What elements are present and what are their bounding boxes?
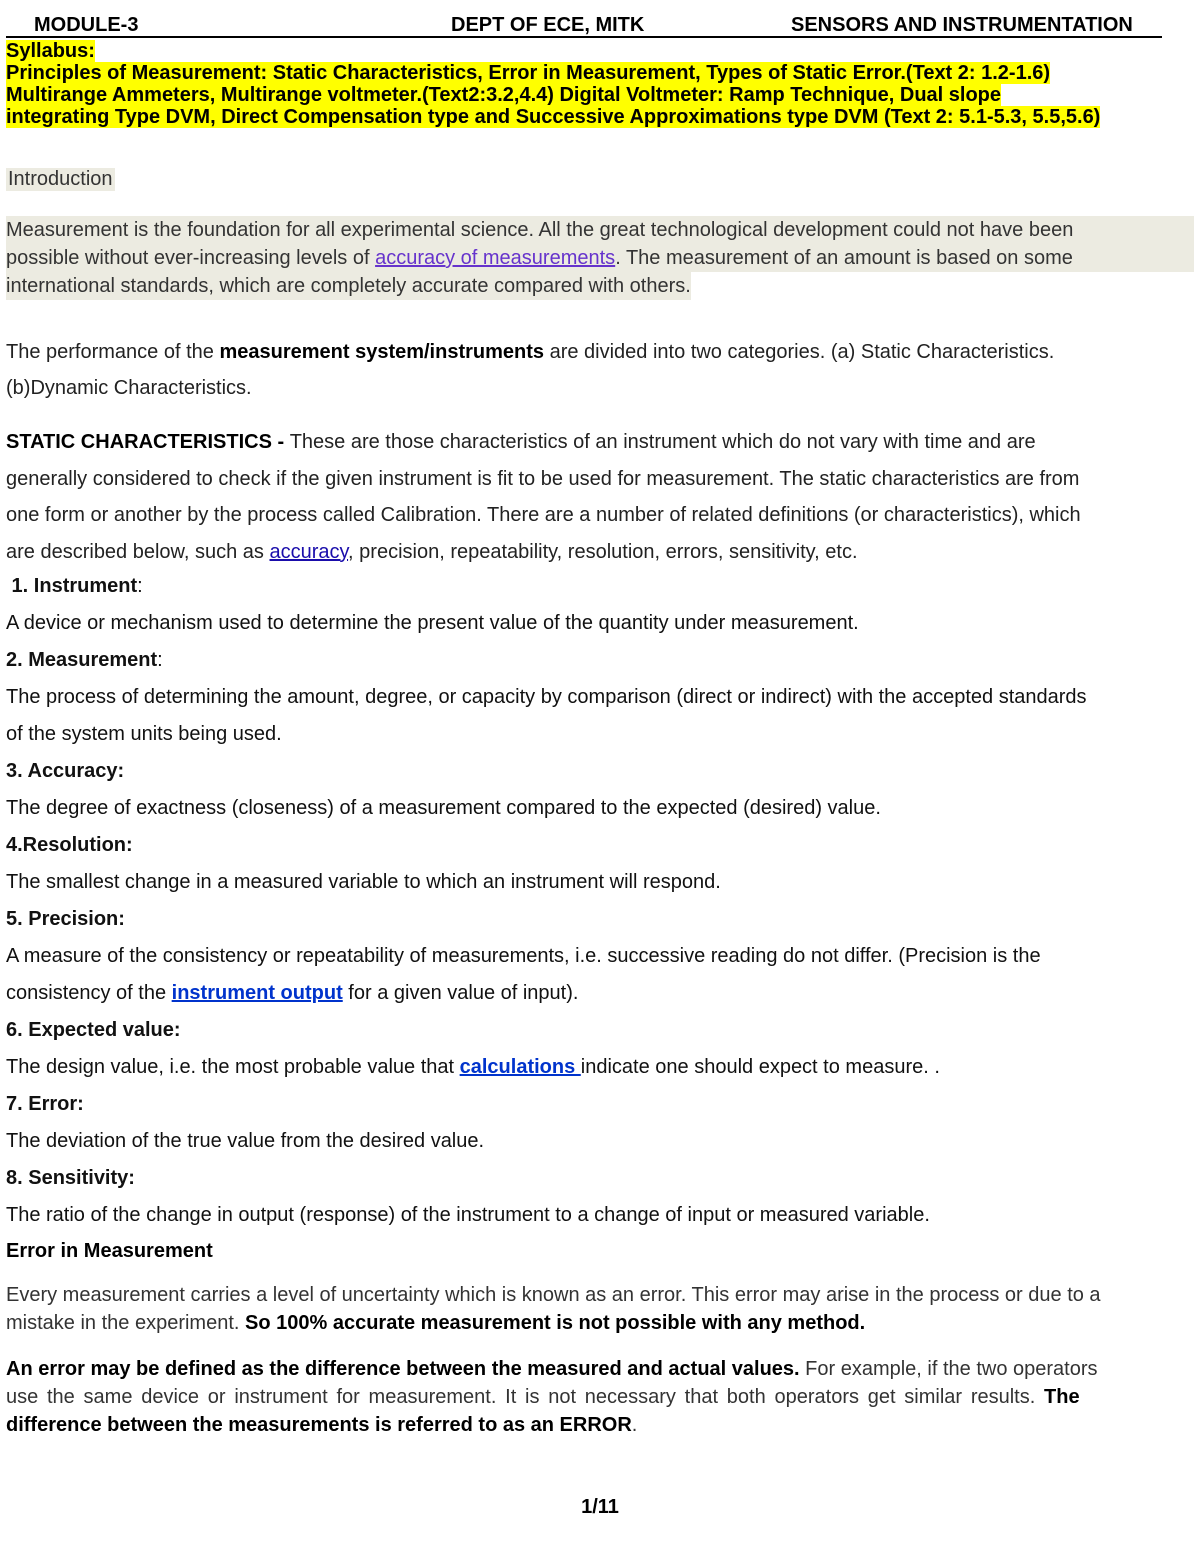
header-module: MODULE-3 (34, 14, 139, 36)
definition-term: 6. Expected value: (6, 1019, 181, 1041)
definition-text: The process of determining the amount, degree, or capacity by comparison (direct or indirect) with the accepted standards (6, 686, 1087, 708)
definition-term: 3. Accuracy: (6, 760, 125, 782)
definition-text: The ratio of the change in output (response) of the instrument to a change of input or measured variable. (6, 1204, 930, 1226)
definition-text: of the system units being used. (6, 723, 282, 745)
static-characteristics-paragraph: STATIC CHARACTERISTICS - These are those characteristics of an instrument which do not vary with time and are generally considered to check if the given instrument is fit to be used for measurement. The static characteristics are from one form or another by the process called Calibration. There are a number of related definitions (or characteristics), which are described below, such as accuracy, precision, repeatability, resolution, errors, sensitivity, etc. (6, 431, 1081, 563)
definition-text: A device or mechanism used to determine the present value of the quantity under measurement. (6, 612, 859, 634)
syllabus-block (6, 40, 1100, 128)
error-in-measurement-heading: Error in Measurement (6, 1240, 213, 1262)
definition-text: The smallest change in a measured variable to which an instrument will respond. (6, 871, 721, 893)
syllabus-line: Principles of Measurement: Static Characteristics, Error in Measurement, Types of Static Error.(Text 2: 1.2-1.6) (6, 62, 1051, 84)
calculations-link[interactable]: calculations (459, 1056, 581, 1078)
definition-term: 5. Precision: (6, 908, 125, 930)
performance-paragraph: The performance of the measurement system/instruments are divided into two categories. (a) Static Characteristics. (b)Dynamic Characteristics. (6, 341, 1055, 399)
syllabus-line: integrating Type DVM, Direct Compensation type and Successive Approximations type DVM (Text 2: 5.1-5.3, 5.5,5.6) (6, 106, 1101, 128)
definition-text: The design value, i.e. the most probable value that calculations indicate one should expect to measure. . (6, 1056, 940, 1078)
page-number: 1/11 (581, 1496, 619, 1518)
intro-heading: Introduction (8, 168, 113, 190)
instrument-output-link[interactable]: instrument output (171, 982, 343, 1004)
definition-text: The degree of exactness (closeness) of a measurement compared to the expected (desired) value. (6, 797, 881, 819)
definition-term: 2. Measurement: (6, 649, 163, 671)
definition-term: 8. Sensitivity: (6, 1167, 135, 1189)
accuracy-of-measurements-link[interactable]: accuracy of measurements (375, 247, 616, 269)
accuracy-link[interactable]: accuracy (269, 540, 349, 563)
definition-text: The deviation of the true value from the desired value. (6, 1130, 485, 1152)
header-subject: SENSORS AND INSTRUMENTATION (791, 14, 1133, 36)
intro-line: Measurement is the foundation for all experimental science. All the great technological development could not have been (6, 216, 1194, 244)
definition-term: 1. Instrument: (6, 575, 143, 597)
intro-line: possible without ever-increasing levels of accuracy of measurements . The measurement of an amount is based on some (6, 244, 1194, 272)
syllabus-title: Syllabus: (6, 40, 95, 62)
definition-term: 4.Resolution: (6, 834, 133, 856)
error-paragraph-1: Every measurement carries a level of uncertainty which is known as an error. This error may arise in the process or due to a mistake in the experiment. So 100% accurate measurement is not possible with any method. (6, 1284, 1101, 1334)
definition-term: 7. Error: (6, 1093, 84, 1115)
intro-paragraph (6, 216, 1194, 300)
definitions-list (6, 568, 1196, 1234)
error-paragraph-2: An error may be defined as the difference between the measured and actual values. For example, if the two operators use the same device or instrument for measurement. It is not necessary that both operators get similar results. The difference between the measurements is referred to as an ERROR. (6, 1358, 1098, 1436)
page-header (6, 14, 1162, 38)
intro-line: international standards, which are completely accurate compared with others. (6, 272, 691, 300)
syllabus-line: Multirange Ammeters, Multirange voltmeter.(Text2:3.2,4.4) Digital Voltmeter: Ramp Technique, Dual slope (6, 84, 1002, 106)
static-characteristics-title: STATIC CHARACTERISTICS - (6, 431, 290, 453)
definition-text: consistency of the instrument output for a given value of input). (6, 982, 579, 1004)
definition-text: A measure of the consistency or repeatability of measurements, i.e. successive reading do not differ. (Precision is the (6, 945, 1041, 967)
header-department: DEPT OF ECE, MITK (451, 14, 645, 36)
